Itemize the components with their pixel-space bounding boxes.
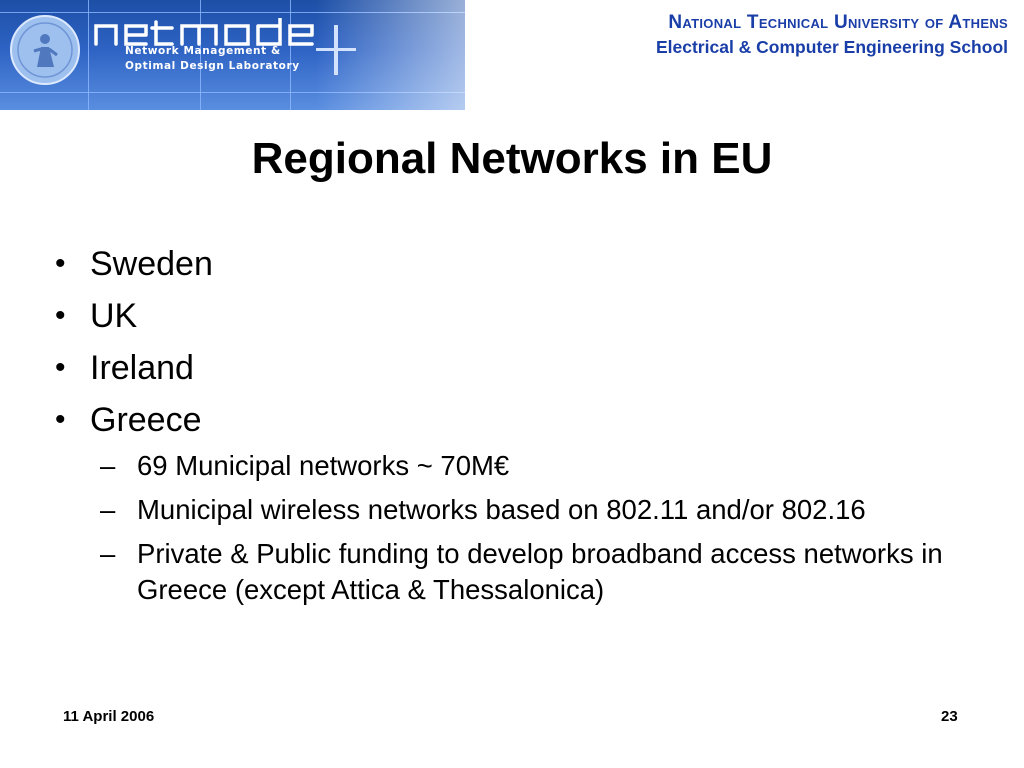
dash-icon: – [100,450,116,481]
dash-icon: – [100,494,116,525]
netmode-logo-icon [92,18,332,48]
bullet-dot-icon: • [55,247,66,280]
university-seal-icon [10,15,80,85]
bullet-list [55,238,975,616]
bullet-text: UK [90,297,138,335]
bullet-text: Greece [90,401,202,439]
sub-bullet-item [100,536,975,608]
bullet-text: Sweden [90,245,213,283]
bullet-item-sweden [55,238,975,290]
banner-fade [315,0,465,110]
greece-sub-list [100,448,975,608]
sub-bullet-item [100,448,975,484]
bullet-dot-icon: • [55,351,66,384]
bullet-dot-icon: • [55,403,66,436]
lab-name-line-2: Optimal Design Laboratory [125,60,300,72]
bullet-item-ireland [55,342,975,394]
page-number: 23 [941,708,958,725]
header-banner [0,0,465,110]
bullet-item-greece [55,394,975,446]
sub-bullet-item [100,492,975,528]
banner-grid-line [290,0,291,110]
lab-name-line-1: Network Management & [125,45,281,57]
sub-bullet-text: Private & Public funding to develop broadband access networks in Greece (except Attica & Thessalonica) [137,538,943,605]
sub-bullet-text: Municipal wireless networks based on 802.11 and/or 802.16 [137,494,866,525]
sub-bullet-text: 69 Municipal networks ~ 70M€ [137,450,510,481]
footer-date: 11 April 2006 [63,708,155,725]
slide-title: Regional Networks in EU [251,134,773,183]
bullet-item-uk [55,290,975,342]
dash-icon: – [100,538,116,569]
university-header [656,10,1008,58]
banner-grid-line [88,0,89,110]
university-name: National Technical University of Athens [668,12,1008,33]
bullet-dot-icon: • [55,299,66,332]
school-name: Electrical & Computer Engineering School [655,37,1008,57]
bullet-text: Ireland [90,349,194,387]
